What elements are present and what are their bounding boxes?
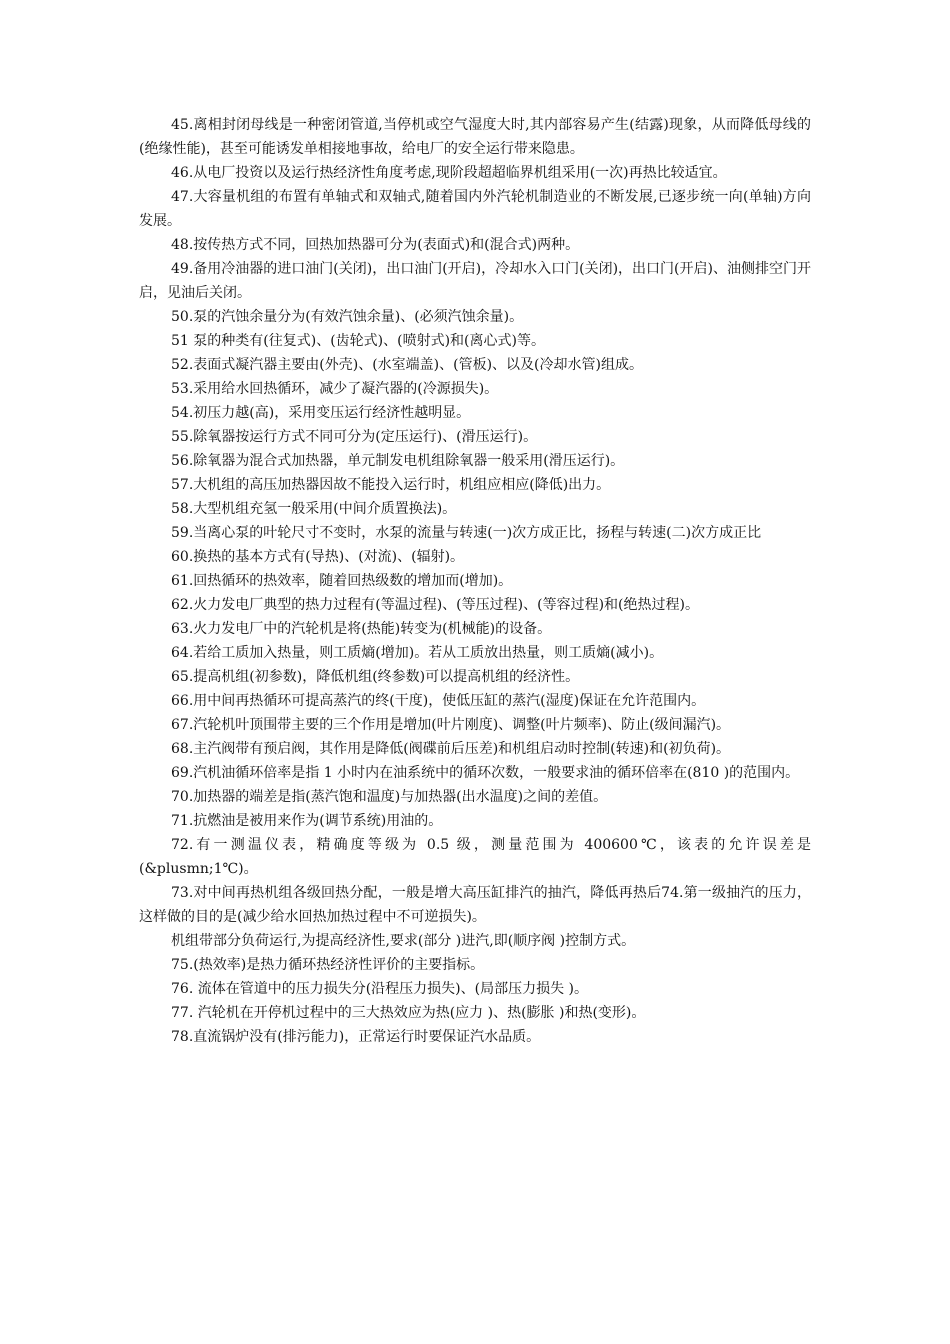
paragraph-51: 51 泵的种类有(往复式)、(齿轮式)、(喷射式)和(离心式)等。 bbox=[171, 333, 545, 349]
paragraph-50: 50.泵的汽蚀余量分为(有效汽蚀余量)、(必须汽蚀余量)。 bbox=[171, 309, 524, 325]
paragraph-48: 48.按传热方式不同，回热加热器可分为(表面式)和(混合式)两种。 bbox=[171, 237, 580, 253]
paragraph-55: 55.除氧器按运行方式不同可分为(定压运行)、(滑压运行)。 bbox=[171, 429, 538, 445]
paragraph-46: 46.从电厂投资以及运行热经济性角度考虑,现阶段超超临界机组采用(一次)再热比较适宜。 bbox=[171, 165, 727, 181]
paragraph-65: 65.提高机组(初参数)，降低机组(终参数)可以提高机组的经济性。 bbox=[171, 669, 580, 685]
paragraph-67: 67.汽轮机叶顶围带主要的三个作用是增加(叶片刚度)、调整(叶片频率)、防止(级间漏汽)。 bbox=[171, 717, 731, 733]
paragraph-71: 71.抗燃油是被用来作为(调节系统)用油的。 bbox=[171, 813, 443, 829]
paragraph-78: 78.直流锅炉没有(排污能力)，正常运行时要保证汽水品质。 bbox=[171, 1029, 541, 1045]
paragraph-45: 45.离相封闭母线是一种密闭管道,当停机或空气湿度大时,其内部容易产生(结露)现象，从而降低母线的(绝缘性能)，甚至可能诱发单相接地事故，给电厂的安全运行带来隐患。 bbox=[139, 117, 811, 157]
document-page bbox=[139, 113, 811, 1049]
paragraph-47: 47.大容量机组的布置有单轴式和双轴式,随着国内外汽轮机制造业的不断发展,已逐步统一向(单轴)方向发展。 bbox=[139, 189, 811, 229]
paragraph-62: 62.火力发电厂典型的热力过程有(等温过程)、(等压过程)、(等容过程)和(绝热过程)。 bbox=[171, 597, 699, 613]
paragraph-75: 75.(热效率)是热力循环热经济性评价的主要指标。 bbox=[171, 957, 485, 973]
paragraph-58: 58.大型机组充氢一般采用(中间介质置换法)。 bbox=[171, 501, 457, 517]
paragraph-77: 77. 汽轮机在开停机过程中的三大热效应为热(应力 )、热(膨胀 )和热(变形)。 bbox=[171, 1005, 646, 1021]
paragraph-63: 63.火力发电厂中的汽轮机是将(热能)转变为(机械能)的设备。 bbox=[171, 621, 552, 637]
paragraph-72: 72.有一测温仪表，精确度等级为 0.5 级，测量范围为 400600℃，该表的允许误差是(&plusmn;1℃)。 bbox=[139, 837, 811, 877]
paragraph-66: 66.用中间再热循环可提高蒸汽的终(干度)，使低压缸的蒸汽(湿度)保证在允许范围内。 bbox=[171, 693, 706, 709]
paragraph-53: 53.采用给水回热循环，减少了凝汽器的(冷源损失)。 bbox=[171, 381, 499, 397]
paragraph-73: 73.对中间再热机组各级回热分配，一般是增大高压缸排汽的抽汽，降低再热后74.第一级抽汽的压力，这样做的目的是(减少给水回热加热过程中不可逆损失)。 bbox=[139, 885, 811, 925]
paragraph-64: 64.若给工质加入热量，则工质熵(增加)。若从工质放出热量，则工质熵(减小)。 bbox=[171, 645, 664, 661]
paragraph-76: 76. 流体在管道中的压力损失分(沿程压力损失)、(局部压力损失 )。 bbox=[171, 981, 589, 997]
paragraph-57: 57.大机组的高压加热器因故不能投入运行时，机组应相应(降低)出力。 bbox=[171, 477, 611, 493]
paragraph-49: 49.备用冷油器的进口油门(关闭)，出口油门(开启)，冷却水入口门(关闭)，出口门(开启)、油侧排空门开启，见油后关闭。 bbox=[139, 261, 811, 301]
paragraph-70: 70.加热器的端差是指(蒸汽饱和温度)与加热器(出水温度)之间的差值。 bbox=[171, 789, 608, 805]
paragraph-59: 59.当离心泵的叶轮尺寸不变时，水泵的流量与转速(一)次方成正比，扬程与转速(二)次方成正比 bbox=[171, 525, 762, 541]
paragraph-60: 60.换热的基本方式有(导热)、(对流)、(辐射)。 bbox=[171, 549, 465, 565]
paragraph-74-partial-load: 机组带部分负荷运行,为提高经济性,要求(部分 )进汽,即(顺序阀 )控制方式。 bbox=[171, 933, 636, 949]
paragraph-68: 68.主汽阀带有预启阀，其作用是降低(阀碟前后压差)和机组启动时控制(转速)和(初负荷)。 bbox=[171, 741, 731, 757]
paragraph-54: 54.初压力越(高)，采用变压运行经济性越明显。 bbox=[171, 405, 471, 421]
paragraph-69: 69.汽机油循环倍率是指 1 小时内在油系统中的循环次数，一般要求油的循环倍率在(810 )的范围内。 bbox=[171, 765, 800, 781]
paragraph-52: 52.表面式凝汽器主要由(外壳)、(水室端盖)、(管板)、以及(冷却水管)组成。 bbox=[171, 357, 643, 373]
paragraph-56: 56.除氧器为混合式加热器，单元制发电机组除氧器一般采用(滑压运行)。 bbox=[171, 453, 625, 469]
paragraph-61: 61.回热循环的热效率，随着回热级数的增加而(增加)。 bbox=[171, 573, 513, 589]
